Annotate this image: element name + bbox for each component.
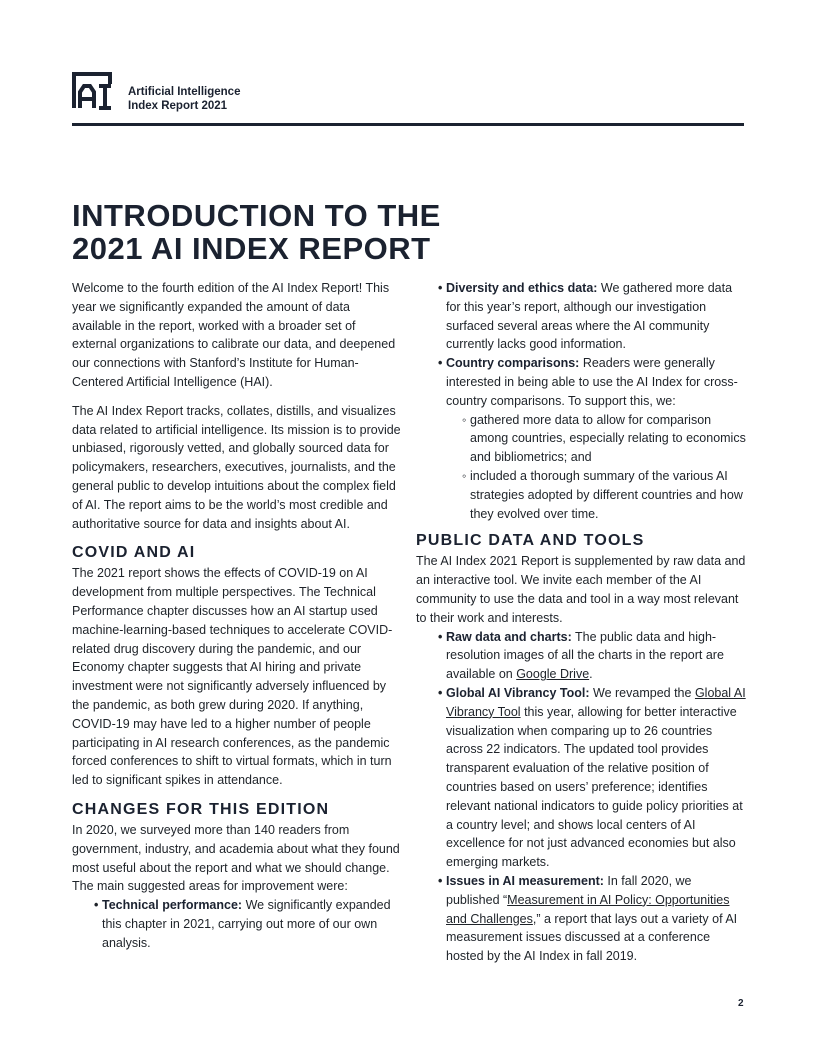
report-header [128,85,240,113]
bullet-text: Readers were generally interested in being able to use the AI Index for cross-country comparisons. To support this, we: [446,356,738,408]
bullet-text: The public data and high-resolution images of all the charts in the report are available on [446,629,724,682]
public-data-heading: PUBLIC DATA AND TOOLS [416,532,645,550]
list-item-technical-performance [72,896,402,952]
bullet-text-pre: We revamped the [589,685,695,700]
bullet-label: Global AI Vibrancy Tool: [446,685,590,700]
list-item-raw-data [416,628,746,684]
bullet-label: Diversity and ethics data: [446,281,598,295]
header-divider [72,123,744,126]
public-data-paragraph: The AI Index 2021 Report is supplemented by raw data and an interactive tool. We invite each member of the AI community to use the data and tool in a way most relevant to their work and interests. [416,554,746,625]
header-line-1: Artificial Intelligence [128,86,241,98]
measurement-report-link[interactable]: Measurement in AI Policy: Opportunities and Challenges [446,892,730,926]
intro-paragraph-2: The AI Index Report tracks, collates, distills, and visualizes data related to artificial intelligence. Its mission is to provide unbiased, rigorously vetted, and globally sourced data for policymakers, researchers, executives, journalists, and the general public to develop intuitions about the complex field of AI. The report aims to be the world’s most credible and authoritative source for data and insights about AI. [72,403,401,531]
intro-paragraph-1: Welcome to the fourth edition of the AI Index Report! This year we significantly expanded the amount of data available in the report, worked with a broader set of external organizations to calibrate our data, and deepened our connections with Stanford’s Institute for Human-Centered Artificial Intelligence (HAI). [72,281,396,389]
covid-paragraph: The 2021 report shows the effects of COVID-19 on AI development from multiple perspectives. The Technical Performance chapter discusses how an AI startup used machine-learning-based techniques to accelerate COVID-related drug discovery during the pandemic, and our Economy chapter suggests that AI hiring and private investment were not significantly adversely influenced by the pandemic, as both grew during 2020. If anything, COVID-19 may have led to a higher number of people participating in AI research conferences, as the pandemic forced conferences to shift to virtual formats, which in turn led to significant spikes in attendance. [72,566,393,788]
list-item-vibrancy-tool [416,684,746,872]
bullet-label: Raw data and charts: [446,629,572,644]
title-line-1: INTRODUCTION TO THE [72,198,441,233]
bullet-text: this year, allowing for better interactive visualization when comparing up to 26 countries across 22 indicators. The updated tool provides transparent evaluation of the relative position of countries based on users’ preference; identifies relevant national indicators to guide policy priorities at a country level; and shows local centers of AI excellence for not just advanced economies but also emerging markets. [446,704,743,870]
list-item-ai-measurement [416,872,746,966]
google-drive-link[interactable]: Google Drive [516,667,590,682]
bullet-text: ,” a report that lays out a variety of AI measurement issues discussed at a conference hosted by the AI Index in fall 2019. [446,911,738,964]
vibrancy-tool-link[interactable]: Global AI Vibrancy Tool [446,685,746,719]
page-title [72,199,441,265]
page-number: 2 [738,998,744,1009]
right-column [416,279,746,966]
ai-index-logo-icon [72,72,112,110]
sub-list-item-strategies: ◦ included a thorough summary of the various AI strategies adopted by different countries and how they evolved over time. [416,467,746,523]
bullet-label: Technical performance: [102,898,243,913]
bullet-label: Issues in AI measurement: [446,873,604,888]
title-line-2: 2021 AI INDEX REPORT [72,231,431,266]
changes-paragraph: In 2020, we surveyed more than 140 readers from government, industry, and academia about what they found most useful about the report and what we should change. The main suggested areas for improvement were: [72,822,400,894]
header-line-2: Index Report 2021 [128,100,228,112]
sub-list-item-data: ◦ gathered more data to allow for comparison among countries, especially relating to economics and bibliometrics; and [416,411,746,467]
bullet-text-pre: In fall 2020, we published “ [446,873,692,907]
list-item-country-comparisons [416,354,746,410]
bullet-text: We gathered more data for this year’s report, although our investigation surfaced several areas where the AI community currently lacks good information. [446,281,733,352]
bullet-label: Country comparisons: [446,356,580,371]
bullet-text: We significantly expanded this chapter in 2021, carrying out more of our own analysis. [102,898,391,950]
changes-heading: CHANGES FOR THIS EDITION [72,800,330,818]
left-column [72,279,402,953]
list-item-diversity [416,279,746,354]
bullet-text-end: . [589,667,593,682]
covid-heading: COVID AND AI [72,544,196,562]
